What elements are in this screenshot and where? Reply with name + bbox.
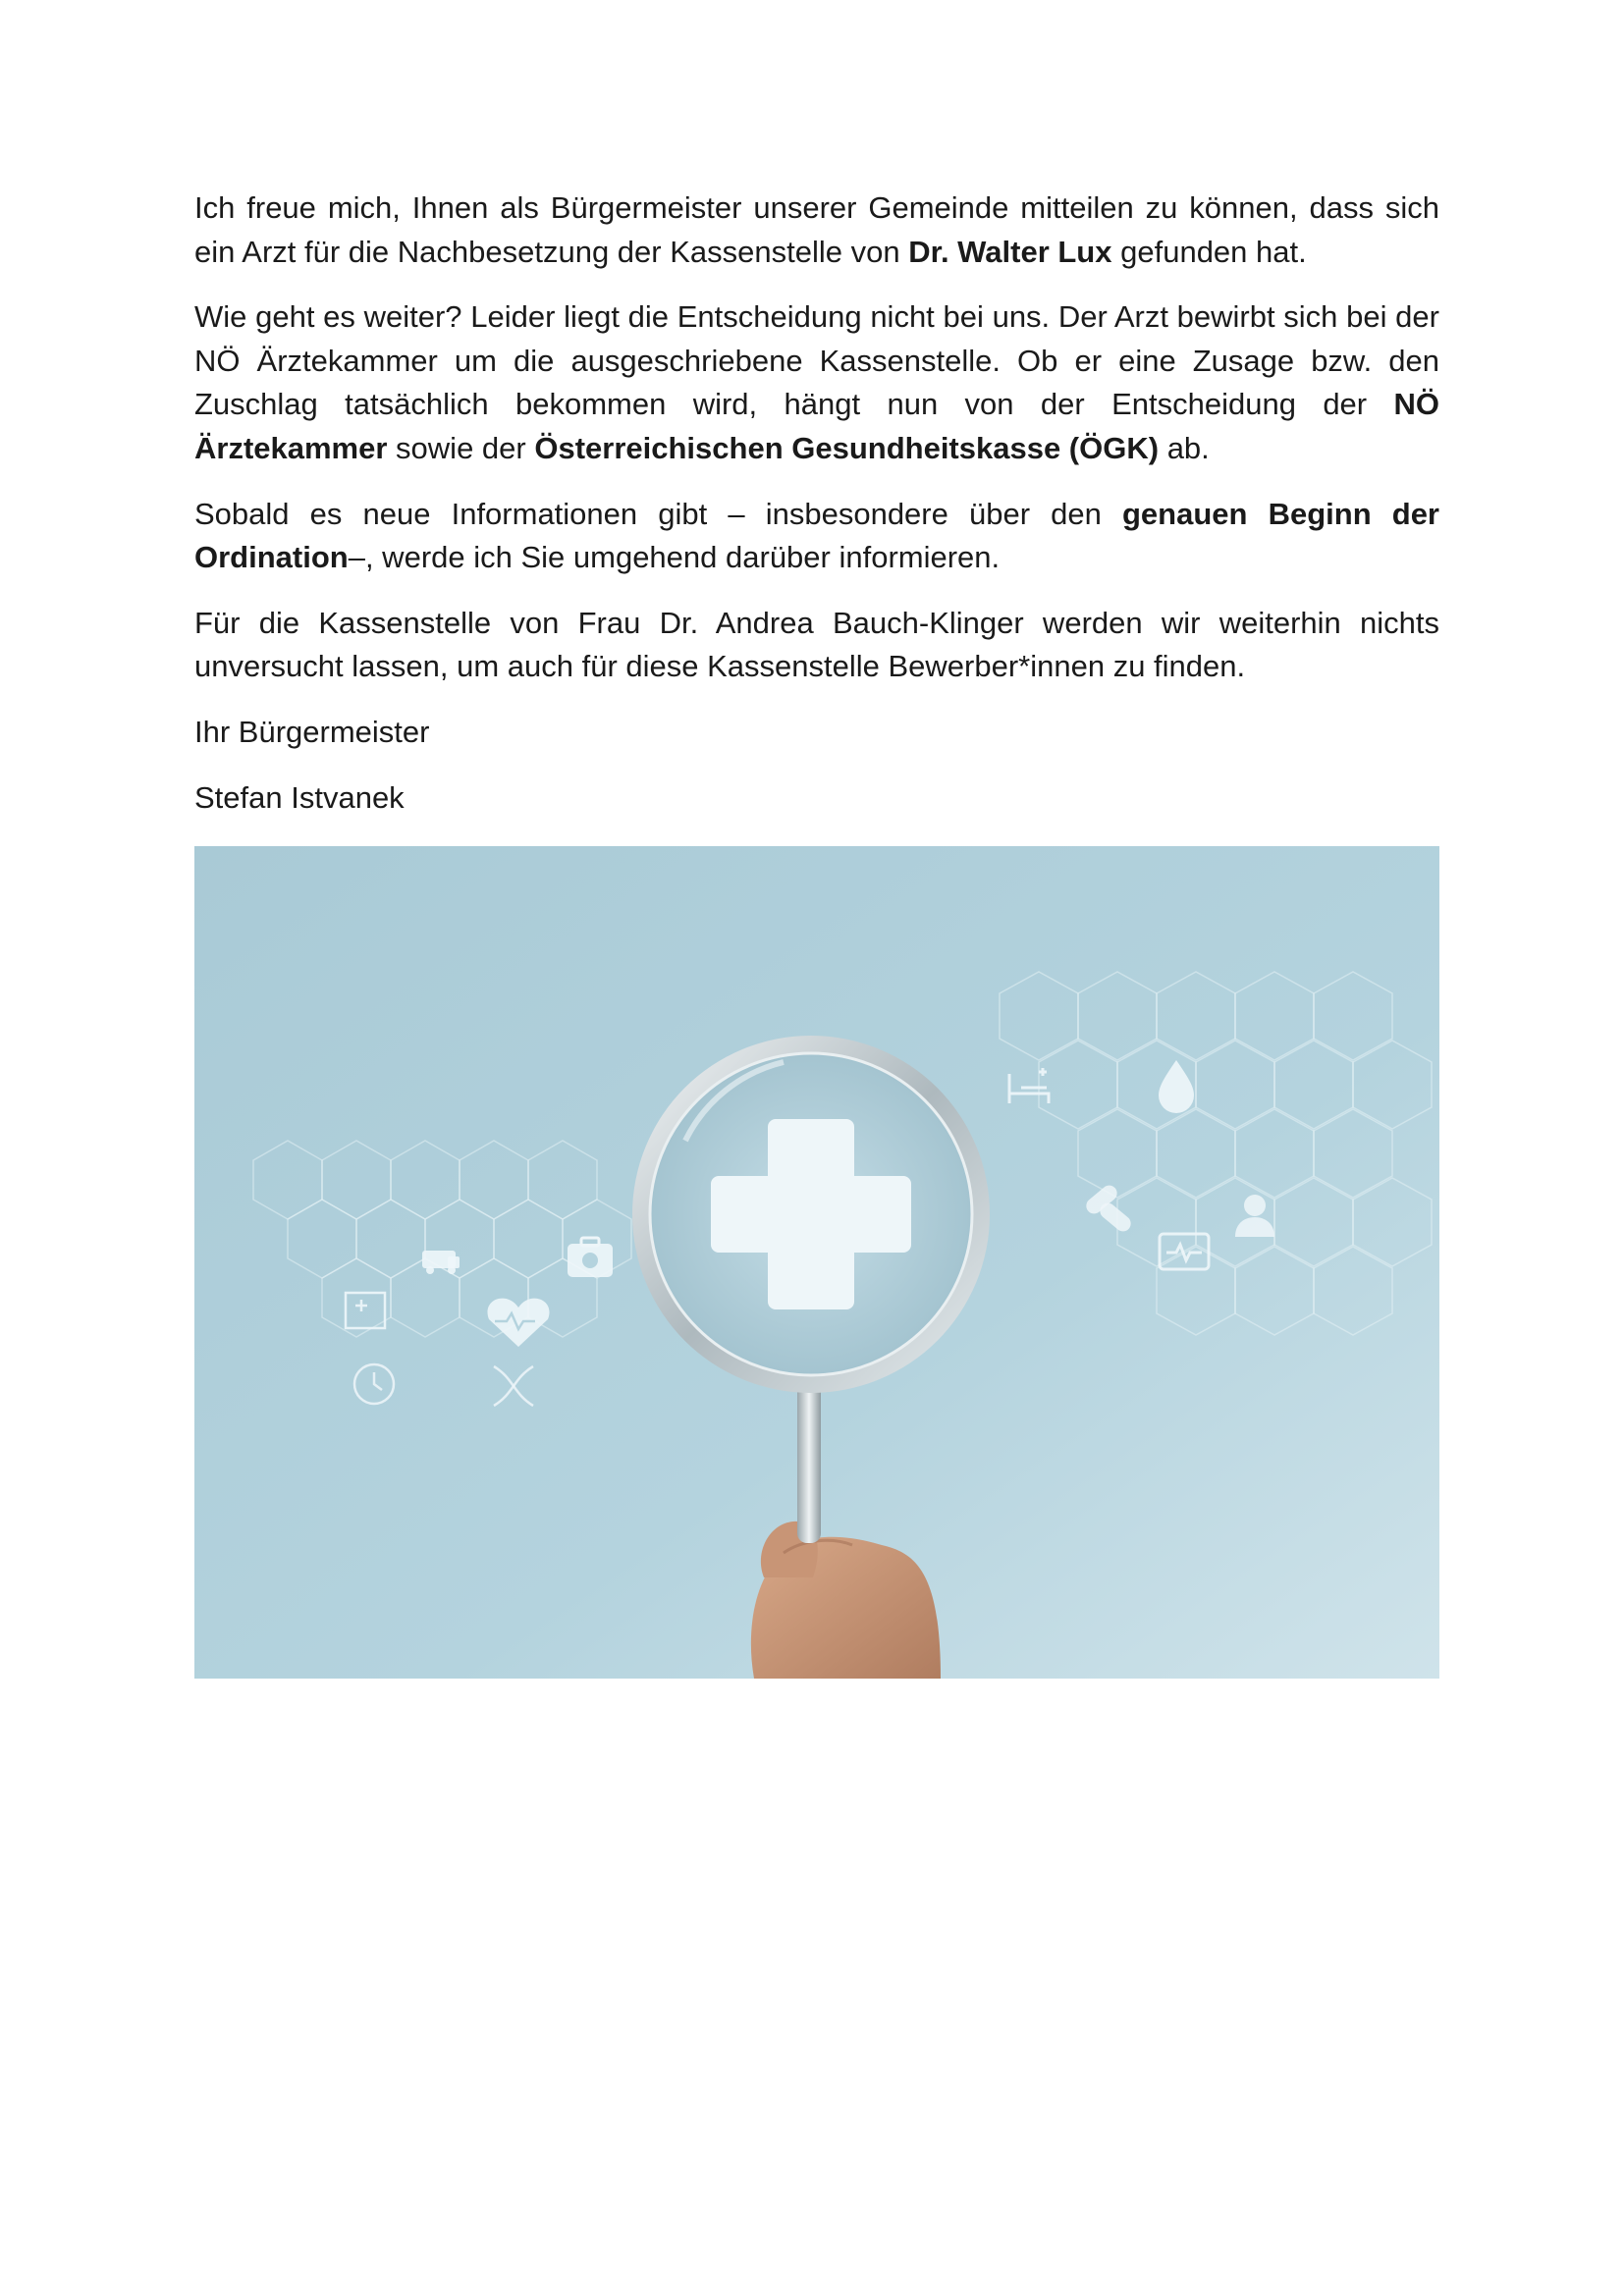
paragraph-2: Wie geht es weiter? Leider liegt die Entscheidung nicht bei uns. Der Arzt bewirbt sich bei der NÖ Ärztekammer um die ausgeschriebene Kassenstelle. Ob er eine Zusage bzw. den Zuschlag tatsächlich bekommen wird, hängt nun von der Entscheidung der NÖ Ärztekammer sowie der Österreichischen Gesundheitskasse (ÖGK) ab. (194, 299, 1439, 465)
signature: Stefan Istvanek (194, 779, 405, 815)
aerztekammer-name: NÖ Ärztekammer (194, 387, 1439, 465)
doctor-name: Dr. Walter Lux (908, 234, 1112, 269)
ordination-start: genauen Beginn der Ordination (194, 496, 1439, 575)
medical-search-image (194, 846, 1439, 1679)
letter-body (194, 187, 1439, 841)
paragraph-4: Für die Kassenstelle von Frau Dr. Andrea Bauch-Klinger werden wir weiterhin nichts unversucht lassen, um auch für diese Kassenstelle Bewerber*innen zu finden. (194, 605, 1439, 684)
oegk-name: Österreichischen Gesundheitskasse (ÖGK) (534, 430, 1160, 465)
paragraph-3: Sobald es neue Informationen gibt – insbesondere über den genauen Beginn der Ordination–, werde ich Sie umgehend darüber informieren. (194, 496, 1439, 575)
first-aid-kit-icon (568, 1238, 613, 1277)
paragraph-1: Ich freue mich, Ihnen als Bürgermeister unserer Gemeinde mitteilen zu können, dass sich ein Arzt für die Nachbesetzung der Kassenstelle von Dr. Walter Lux gefunden hat. (194, 190, 1439, 269)
closing: Ihr Bürgermeister (194, 714, 430, 749)
